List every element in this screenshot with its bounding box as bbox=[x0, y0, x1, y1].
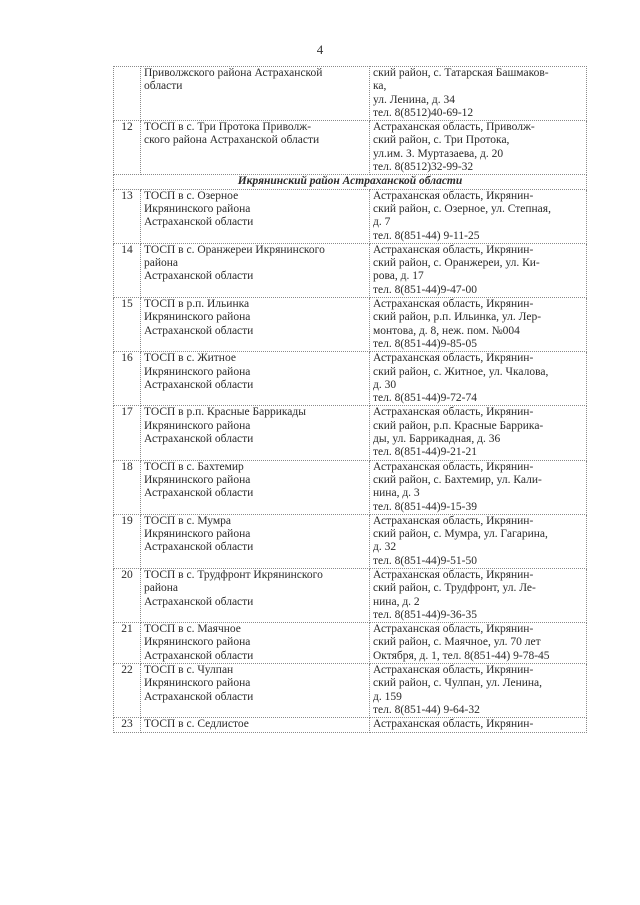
office-name-line: ТОСП в с. Чулпан bbox=[144, 664, 234, 677]
address-cell bbox=[370, 664, 587, 718]
office-name-line: Икрянинского района bbox=[144, 473, 251, 486]
address-cell bbox=[370, 460, 587, 514]
row-number: 18 bbox=[114, 460, 141, 514]
address-line: ский район, р.п. Ильинка, ул. Лер- bbox=[373, 311, 542, 324]
address-cell bbox=[370, 298, 587, 352]
address-line: тел. 8(8512)40-69-12 bbox=[373, 106, 474, 119]
table-row bbox=[114, 664, 587, 718]
row-number: 16 bbox=[114, 352, 141, 406]
office-name-line: Икрянинского района bbox=[144, 311, 251, 324]
table-row bbox=[114, 67, 587, 121]
address-line: ский район, с. Озерное, ул. Степная, bbox=[373, 202, 551, 215]
address-line: Астраханская область, Икрянин- bbox=[373, 718, 534, 731]
organization-table bbox=[113, 66, 587, 733]
address-line: ский район, с. Три Протока, bbox=[373, 134, 510, 147]
office-name-line: ТОСП в с. Седлистое bbox=[144, 718, 249, 731]
table-row bbox=[114, 623, 587, 664]
office-name-cell bbox=[141, 243, 370, 297]
address-cell bbox=[370, 243, 587, 297]
address-line: д. 7 bbox=[373, 216, 391, 229]
address-cell bbox=[370, 352, 587, 406]
address-cell bbox=[370, 67, 587, 121]
address-line: ский район, с. Бахтемир, ул. Кали- bbox=[373, 473, 542, 486]
address-line: ка, bbox=[373, 80, 387, 93]
address-line: Астраханская область, Икрянин- bbox=[373, 568, 534, 581]
office-name-cell bbox=[141, 623, 370, 664]
office-name-cell bbox=[141, 121, 370, 175]
address-line: д. 159 bbox=[373, 690, 402, 703]
office-name-line: ТОСП в с. Маячное bbox=[144, 623, 241, 636]
address-line: Астраханская область, Икрянин- bbox=[373, 406, 534, 419]
address-line: Астраханская область, Икрянин- bbox=[373, 514, 534, 527]
address-line: Астраханская область, Икрянин- bbox=[373, 352, 534, 365]
table-row bbox=[114, 460, 587, 514]
office-name-line: района bbox=[144, 257, 179, 270]
address-line: ский район, с. Маячное, ул. 70 лет bbox=[373, 636, 541, 649]
office-name-line: Астраханской области bbox=[144, 378, 254, 391]
office-name-line: Астраханской области bbox=[144, 487, 254, 500]
address-line: тел. 8(851-44)9-15-39 bbox=[373, 500, 478, 513]
address-cell bbox=[370, 718, 587, 732]
office-name-cell bbox=[141, 568, 370, 622]
section-header-row bbox=[114, 175, 587, 189]
address-line: Октября, д. 1, тел. 8(851-44) 9-78-45 bbox=[373, 649, 550, 662]
address-line: тел. 8(851-44)9-72-74 bbox=[373, 392, 478, 405]
address-line: Астраханская область, Приволж- bbox=[373, 121, 535, 134]
office-name-cell bbox=[141, 352, 370, 406]
row-number: 12 bbox=[114, 121, 141, 175]
office-name-line: Астраханской области bbox=[144, 270, 254, 283]
row-number: 23 bbox=[114, 718, 141, 732]
office-name-line: Астраханской области bbox=[144, 324, 254, 337]
office-name-cell bbox=[141, 298, 370, 352]
address-line: ды, ул. Баррикадная, д. 36 bbox=[373, 433, 501, 446]
table-body bbox=[114, 67, 587, 733]
table-row bbox=[114, 243, 587, 297]
address-cell bbox=[370, 189, 587, 243]
address-line: ский район, р.п. Красные Баррика- bbox=[373, 419, 544, 432]
row-number bbox=[114, 67, 141, 121]
row-number: 17 bbox=[114, 406, 141, 460]
table-row bbox=[114, 189, 587, 243]
address-line: тел. 8(851-44)9-85-05 bbox=[373, 337, 478, 350]
address-line: тел. 8(851-44)9-51-50 bbox=[373, 554, 478, 567]
office-name-cell bbox=[141, 664, 370, 718]
office-name-line: ТОСП в с. Бахтемир bbox=[144, 460, 244, 473]
office-name-line: ТОСП в р.п. Красные Баррикады bbox=[144, 406, 306, 419]
address-line: ул. Ленина, д. 34 bbox=[373, 93, 455, 106]
office-name-line: ТОСП в с. Озерное bbox=[144, 189, 239, 202]
office-name-line: Астраханской области bbox=[144, 649, 254, 662]
table-row bbox=[114, 568, 587, 622]
office-name-cell bbox=[141, 67, 370, 121]
office-name-cell bbox=[141, 406, 370, 460]
office-name-line: Икрянинского района bbox=[144, 677, 251, 690]
address-line: ский район, с. Татарская Башмаков- bbox=[373, 67, 549, 79]
table-row bbox=[114, 514, 587, 568]
office-name-line: Икрянинского района bbox=[144, 365, 251, 378]
office-name-line: Астраханской области bbox=[144, 433, 254, 446]
table-row bbox=[114, 352, 587, 406]
row-number: 15 bbox=[114, 298, 141, 352]
office-name-line: Икрянинского района bbox=[144, 528, 251, 541]
office-name-line: Астраханской области bbox=[144, 541, 254, 554]
address-line: Астраханская область, Икрянин- bbox=[373, 623, 534, 636]
row-number: 19 bbox=[114, 514, 141, 568]
office-name-line: ТОСП в с. Мумра bbox=[144, 514, 231, 527]
address-cell bbox=[370, 514, 587, 568]
address-line: Астраханская область, Икрянин- bbox=[373, 664, 534, 677]
address-line: тел. 8(8512)32-99-32 bbox=[373, 161, 474, 174]
address-line: тел. 8(851-44)9-36-35 bbox=[373, 608, 478, 621]
office-name-line: области bbox=[144, 80, 183, 93]
office-name-cell bbox=[141, 718, 370, 732]
table-row bbox=[114, 121, 587, 175]
office-name-cell bbox=[141, 514, 370, 568]
address-line: тел. 8(851-44)9-47-00 bbox=[373, 283, 478, 296]
section-title: Икрянинский район Астраханской области bbox=[114, 175, 587, 189]
address-cell bbox=[370, 623, 587, 664]
address-line: ский район, с. Мумра, ул. Гагарина, bbox=[373, 528, 548, 541]
office-name-line: Приволжского района Астраханской bbox=[144, 67, 323, 79]
address-line: монтова, д. 8, неж. пом. №004 bbox=[373, 324, 520, 337]
address-line: Астраханская область, Икрянин- bbox=[373, 243, 534, 256]
address-line: Астраханская область, Икрянин- bbox=[373, 189, 534, 202]
address-line: тел. 8(851-44) 9-64-32 bbox=[373, 703, 480, 716]
office-name-cell bbox=[141, 460, 370, 514]
office-name-cell bbox=[141, 189, 370, 243]
address-line: ский район, с. Чулпан, ул. Ленина, bbox=[373, 677, 543, 690]
table-row bbox=[114, 718, 587, 732]
address-line: ский район, с. Житное, ул. Чкалова, bbox=[373, 365, 549, 378]
office-name-line: Астраханской области bbox=[144, 690, 254, 703]
address-line: д. 32 bbox=[373, 541, 397, 554]
address-line: Астраханская область, Икрянин- bbox=[373, 298, 534, 311]
address-line: тел. 8(851-44) 9-11-25 bbox=[373, 229, 480, 242]
page-number: 4 bbox=[316, 42, 324, 57]
table-row bbox=[114, 298, 587, 352]
office-name-line: Икрянинского района bbox=[144, 202, 251, 215]
address-line: д. 30 bbox=[373, 378, 397, 391]
office-name-line: ТОСП в с. Оранжереи Икрянинского bbox=[144, 243, 325, 256]
row-number: 13 bbox=[114, 189, 141, 243]
row-number: 20 bbox=[114, 568, 141, 622]
office-name-line: района bbox=[144, 582, 179, 595]
table-row bbox=[114, 406, 587, 460]
address-line: нина, д. 2 bbox=[373, 595, 420, 608]
office-name-line: ТОСП в р.п. Ильинка bbox=[144, 298, 250, 311]
office-name-line: Астраханской области bbox=[144, 595, 254, 608]
address-line: нина, д. 3 bbox=[373, 487, 420, 500]
office-name-line: Астраханской области bbox=[144, 216, 254, 229]
address-line: Астраханская область, Икрянин- bbox=[373, 460, 534, 473]
office-name-line: Икрянинского района bbox=[144, 636, 251, 649]
address-line: тел. 8(851-44)9-21-21 bbox=[373, 446, 478, 459]
address-cell bbox=[370, 121, 587, 175]
address-cell bbox=[370, 568, 587, 622]
address-line: ул.им. З. Муртазаева, д. 20 bbox=[373, 147, 504, 160]
office-name-line: ТОСП в с. Житное bbox=[144, 352, 236, 365]
office-name-line: ТОСП в с. Трудфронт Икрянинского bbox=[144, 568, 323, 581]
office-name-line: ского района Астраханской области bbox=[144, 134, 320, 147]
address-cell bbox=[370, 406, 587, 460]
office-name-line: Икрянинского района bbox=[144, 419, 251, 432]
office-name-line: ТОСП в с. Три Протока Приволж- bbox=[144, 121, 312, 134]
row-number: 22 bbox=[114, 664, 141, 718]
address-line: ский район, с. Трудфронт, ул. Ле- bbox=[373, 582, 536, 595]
address-line: ский район, с. Оранжереи, ул. Ки- bbox=[373, 257, 540, 270]
row-number: 14 bbox=[114, 243, 141, 297]
address-line: рова, д. 17 bbox=[373, 270, 424, 283]
row-number: 21 bbox=[114, 623, 141, 664]
